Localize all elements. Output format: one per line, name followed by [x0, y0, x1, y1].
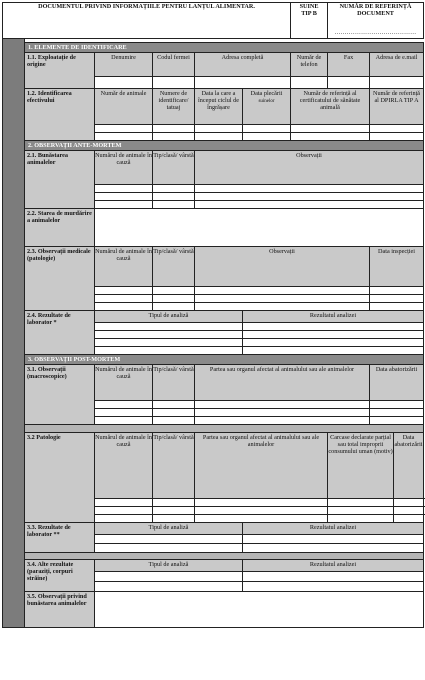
input-cell[interactable] [195, 201, 424, 209]
row-3-3-label: 3.3. Rezultate de laborator ** [25, 523, 95, 553]
input-cell[interactable] [394, 507, 424, 515]
col-denumire: Denumire [95, 53, 153, 77]
row-1-2-label: 1.2. Identificarea efectivului [25, 89, 95, 141]
input-cell[interactable] [243, 347, 424, 355]
col-rezultatul-analizei: Rezultatul analizei [243, 311, 424, 323]
input-cell[interactable] [95, 572, 243, 582]
col-codul-fermei: Codul fermei [153, 53, 195, 77]
input-cell[interactable] [95, 507, 153, 515]
col-tipul-analiza: Tipul de analiză [95, 523, 243, 535]
input-cell[interactable] [243, 331, 424, 339]
input-data-ciclu[interactable] [195, 125, 243, 133]
input-cell[interactable] [153, 185, 195, 193]
input-cell[interactable] [195, 507, 328, 515]
input-cell[interactable] [153, 409, 195, 417]
input-cell[interactable] [95, 201, 153, 209]
input-cell[interactable] [195, 303, 370, 311]
input-cell[interactable] [95, 582, 243, 592]
input-cell[interactable] [95, 193, 153, 201]
col-numar-animale: Număr de animale [95, 89, 153, 125]
col-numarul-animale: Numărul de animale în cauză [95, 365, 153, 401]
input-cell[interactable] [328, 507, 394, 515]
input-cell[interactable] [95, 323, 243, 331]
input-cell[interactable] [243, 582, 424, 592]
input-cell[interactable] [243, 535, 424, 544]
col-partea-organ: Partea sau organul afectat al animalului sau ale animalelor [195, 365, 370, 401]
input-cell[interactable] [95, 287, 153, 295]
col-telefon: Număr de telefon [291, 53, 328, 77]
input-cell[interactable] [95, 331, 243, 339]
food-chain-information-form [2, 2, 423, 674]
col-adresa: Adresa completă [195, 53, 291, 77]
input-cell[interactable] [95, 185, 153, 193]
input-numere-identificare[interactable] [153, 125, 195, 133]
col-tipul-analiza: Tipul de analiză [95, 311, 243, 323]
row-3-1-label: 3.1. Observații (macroscopice) [25, 365, 95, 425]
col-tip-clasa: Tip/clasă/ vârstă [153, 365, 195, 401]
col-data-ciclu: Data la care a început ciclul de îngrășare [195, 89, 243, 125]
col-carcase: Carcase declarate parțial sau total improprii consumului uman (motiv) [328, 433, 394, 499]
input-cell[interactable] [195, 417, 370, 425]
input-cell[interactable] [153, 417, 195, 425]
col-dpirla: Număr de referință al DPIRLA TIP A [370, 89, 424, 125]
input-cell[interactable] [328, 515, 394, 523]
input-cell[interactable] [195, 401, 370, 409]
input-cell[interactable] [153, 287, 195, 295]
col-tipul-analiza: Tipul de analiză [95, 560, 243, 572]
input-data-plecarii[interactable] [243, 125, 291, 133]
col-numere-identificare: Numere de identificare/ tatuaj [153, 89, 195, 125]
col-data-inspectiei: Data inspecției [370, 247, 424, 287]
input-telefon[interactable] [291, 77, 328, 89]
input-cell[interactable] [243, 133, 291, 141]
input-cell[interactable] [370, 303, 424, 311]
col-certificat: Număr de referință al certificatului de sănătate animală [291, 89, 370, 125]
divider-row [25, 425, 424, 433]
input-email[interactable] [370, 77, 424, 89]
input-cell[interactable] [370, 287, 424, 295]
row-2-2-label: 2.2. Starea de murdărire a animalelor [25, 209, 95, 247]
input-cell[interactable] [153, 507, 195, 515]
input-cell[interactable] [95, 417, 153, 425]
input-cell[interactable] [153, 499, 195, 507]
input-cell[interactable] [153, 295, 195, 303]
col-partea-organ: Partea sau organul afectat al animalului sau ale animalelor [195, 433, 328, 499]
col-fax: Fax [328, 53, 370, 77]
input-cell[interactable] [243, 544, 424, 553]
input-cell[interactable] [95, 295, 153, 303]
col-rezultatul-analizei: Rezultatul analizei [243, 560, 424, 572]
input-cell[interactable] [370, 401, 424, 409]
input-cell[interactable] [195, 287, 370, 295]
input-cell[interactable] [370, 295, 424, 303]
col-numarul-animale: Numărul de animale în cauză [95, 151, 153, 185]
reference-number-field[interactable]: ........................................ [334, 29, 417, 37]
input-cell[interactable] [243, 339, 424, 347]
species-type-box: SUINE TIP B [291, 3, 328, 39]
input-cell[interactable] [291, 133, 370, 141]
input-cell[interactable] [195, 185, 424, 193]
col-rezultatul-analizei: Rezultatul analizei [243, 523, 424, 535]
section-2-title: 2. OBSERVAȚII ANTE-MORTEM [25, 141, 424, 151]
input-codul-fermei[interactable] [153, 77, 195, 89]
input-cell[interactable] [95, 544, 243, 553]
col-email: Adresa de e.mail [370, 53, 424, 77]
col-data-plecarii: Data plecării suinelor [243, 89, 291, 125]
col-observatii: Observații [195, 247, 370, 287]
input-cell[interactable] [370, 409, 424, 417]
reference-number-box: NUMĂR DE REFERINȚĂ DOCUMENT ........................................ [328, 3, 424, 39]
divider-row [25, 553, 424, 560]
input-cell[interactable] [95, 515, 153, 523]
input-cell[interactable] [153, 303, 195, 311]
input-cell[interactable] [370, 133, 424, 141]
input-cell[interactable] [195, 295, 370, 303]
document-title: DOCUMENTUL PRIVIND INFORMAȚIILE PENTRU LANȚUL ALIMENTAR. [3, 3, 291, 39]
input-dpirla[interactable] [370, 125, 424, 133]
input-adresa[interactable] [195, 77, 291, 89]
col-tip-clasa: Tip/clasă/ vârstă [153, 433, 195, 499]
input-cell[interactable] [243, 572, 424, 582]
input-cell[interactable] [394, 499, 424, 507]
input-cell[interactable] [153, 401, 195, 409]
row-3-2-label: 3.2 Patologie [25, 433, 95, 523]
col-tip-clasa: Tip/clasă/ vârstă [153, 247, 195, 287]
input-certificat[interactable] [291, 125, 370, 133]
input-cell[interactable] [153, 515, 195, 523]
input-cell[interactable] [195, 499, 328, 507]
input-denumire[interactable] [95, 77, 153, 89]
input-bunastarea[interactable] [95, 592, 424, 628]
input-cell[interactable] [153, 193, 195, 201]
col-numarul-animale: Numărul de animale în cauză [95, 247, 153, 287]
input-cell[interactable] [95, 339, 243, 347]
input-cell[interactable] [328, 499, 394, 507]
col-observatii: Observații [195, 151, 424, 185]
input-cell[interactable] [95, 133, 153, 141]
col-data-abatorizarii: Data abatorizării [370, 365, 424, 401]
input-cell[interactable] [195, 193, 424, 201]
row-1-1-label: 1.1. Exploatație de origine [25, 53, 95, 89]
row-3-5-label: 3.5. Observații privind bunăstarea animalelor [25, 592, 95, 628]
input-cell[interactable] [195, 409, 370, 417]
left-margin-bar [3, 39, 25, 628]
input-cell[interactable] [153, 201, 195, 209]
input-cell[interactable] [394, 515, 424, 523]
input-starea-murdarire[interactable] [95, 209, 424, 247]
row-2-1-label: 2.1. Bunăstarea animalelor [25, 151, 95, 209]
input-cell[interactable] [153, 133, 195, 141]
input-cell[interactable] [195, 515, 328, 523]
section-1-title: 1. ELEMENTE DE IDENTIFICARE [25, 43, 424, 53]
input-cell[interactable] [95, 401, 153, 409]
input-cell[interactable] [243, 323, 424, 331]
row-3-4-label: 3.4. Alte rezultate (paraziți, corpuri străine) [25, 560, 95, 592]
input-cell[interactable] [95, 499, 153, 507]
input-cell[interactable] [95, 347, 243, 355]
input-cell[interactable] [195, 133, 243, 141]
col-numarul-animale: Numărul de animale în cauză [95, 433, 153, 499]
input-fax[interactable] [328, 77, 370, 89]
row-2-4-label: 2.4. Rezultate de laborator * [25, 311, 95, 355]
input-numar-animale[interactable] [95, 125, 153, 133]
input-cell[interactable] [370, 417, 424, 425]
row-2-3-label: 2.3. Observații medicale (patologie) [25, 247, 95, 311]
section-3-title: 3. OBSERVAȚII POST-MORTEM [25, 355, 424, 365]
input-cell[interactable] [95, 535, 243, 544]
col-tip-clasa: Tip/clasă/ vârstă [153, 151, 195, 185]
col-data-abatorizarii: Data abatorizării [394, 433, 424, 499]
input-cell[interactable] [95, 303, 153, 311]
input-cell[interactable] [95, 409, 153, 417]
